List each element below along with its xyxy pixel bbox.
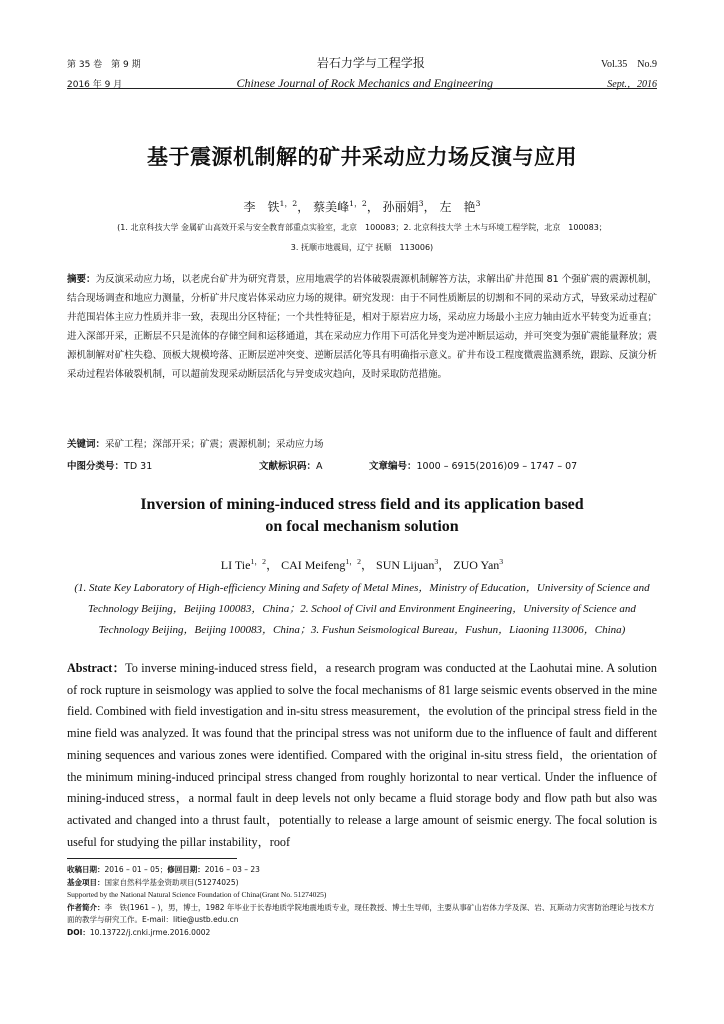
abstract-en-label: Abstract： [67, 661, 126, 675]
supported-line: Supported by the National Natural Science Foundation of China(Grant No. 51274025) [67, 890, 327, 899]
bio-label: 作者简介： [67, 902, 105, 912]
keywords-label: 关键词： [67, 439, 106, 450]
keywords-text: 采矿工程；深部开采；矿震；震源机制；采动应力场 [105, 439, 324, 450]
doi-label: DOI： [67, 927, 90, 937]
bio-text: 李 铁(1961 – )，男，博士，1982 年毕业于长春地质学院地震地质专业，现任教授、博士生导师，主要从事矿山岩体力学及深、岩、瓦斯动力灾害防治理论与技术方面的教学与研究工作。E-mail：litie@ustb.edu.cn [67, 902, 655, 924]
dates-line [67, 864, 657, 877]
date-cn: 2016 年 9 月 [67, 80, 123, 90]
author-bio [67, 902, 657, 927]
author-sup: 1，2 [279, 199, 298, 208]
title-en [0, 494, 724, 538]
author-sup: 1，2 [345, 557, 361, 566]
header-rule [67, 88, 657, 89]
received-date: 2016 – 01 – 05； [104, 865, 168, 874]
abstract-cn [67, 270, 657, 384]
title-en-line1: Inversion of mining-induced stress field and its application based [140, 496, 584, 513]
authors-en: LI Tie$^{1,2}$， CAI Meifeng$^{1,2}$， SUN Lijuan$^3$， ZUO Yan$^3$ [220, 557, 504, 572]
author-en: ZUO Yan [453, 558, 500, 572]
journal-name-cn: 岩石力学与工程学报 [316, 56, 425, 70]
clc-label: 中图分类号： [67, 461, 125, 472]
abstract-en-text: To inverse mining-induced stress field，a research program was conducted at the Laohutai mine. A solution of rock rupture in seismology was applied to solve the focal mechanisms of 81 large seismic events observed in the mine field. Combined with field investigation and in-situ stress measurement，the evolution of the principal stress field in the mine field was analyzed. It was found that the principal stress was not uniform due to the influence of fault and different mining sequences and various zones were identified. Compared with the original in-situ stress field，the orientation of the minimum mining-induced principal stress changed from roughly horizontal to near vertical. Under the influence of mining-induced stress，a normal fault in deep levels not only became a fluid storage body and flow path but also was activated and changed into a thrust fault，potentially to release a large amount of seismic energy. The focal solution is useful for studying the pillar instability，roof [67, 661, 657, 849]
fund-line [67, 877, 657, 890]
fund-text: 国家自然科学基金资助项目(51274025) [104, 877, 239, 887]
author-sup: 1，2 [250, 557, 267, 566]
volume-issue-en: Vol.35 No.9 [601, 59, 657, 70]
author-sup: 3 [434, 557, 439, 566]
author-sup: 3 [475, 199, 481, 208]
abstract-en [67, 658, 657, 853]
volume-issue-cn: 第 35 卷 第 9 期 [67, 60, 141, 70]
affiliation-cn-line1: (1. 北京科技大学 金属矿山高效开采与安全教育部重点实验室，北京 100083；2. 北京科技大学 土木与环境工程学院，北京 100083； [117, 223, 607, 232]
footnote-rule [67, 858, 237, 859]
affiliation-en: (1. State Key Laboratory of High-efficiency Mining and Safety of Metal Mines，Ministry of Education，University of Science and Technology Beijing，Beijing 100083，China；2. School of Civil and Environment Engineering，University of Science and Technology Beijing，Beijing 100083，China；3. Fushun Seismological Bureau，Fushun，Liaoning 113006，China) [74, 582, 650, 636]
author-en: SUN Lijuan [376, 558, 435, 572]
author-cn: 左 艳 [439, 200, 476, 214]
author-sup: 3 [418, 199, 424, 208]
doi-line [67, 927, 657, 940]
author-cn: 李 铁 [243, 200, 280, 214]
author-sup: 3 [499, 557, 504, 566]
revised-date: 2016 – 03 – 23 [204, 865, 260, 874]
running-header [67, 54, 657, 88]
revised-label: 修回日期： [167, 865, 205, 874]
title-cn: 基于震源机制解的矿井采动应力场反演与应用 [147, 145, 577, 169]
doc-code-label: 文献标识码： [259, 461, 317, 472]
author-en: LI Tie [220, 558, 251, 572]
doc-code-value: A [316, 461, 323, 472]
abstract-cn-label: 摘要： [67, 274, 96, 285]
author-cn: 蔡美峰 [313, 200, 350, 214]
doi-link[interactable]: 10.13722/j.cnki.jrme.2016.0002 [89, 927, 211, 937]
classification-row [67, 458, 657, 472]
title-en-line2: on focal mechanism solution [265, 518, 459, 535]
date-en: Sept.，2016 [607, 79, 657, 90]
article-no-label: 文章编号： [369, 461, 417, 472]
fund-label: 基金项目： [67, 877, 105, 887]
abstract-cn-text: 为反演采动应力场，以老虎台矿井为研究背景，应用地震学的岩体破裂震源机制解答方法，求解出矿井范围 81 个强矿震的震源机制，结合现场调查和地应力测量，分析矿井尺度岩体采动应力场的规律。研究发现：由于不同性质断层的切割和不同的采动方式，导致采动过程矿井范围岩体主应力性质并非一致，表现出分区特征；一个共性特征是，相对于原岩应力场，采动应力场最小主应力轴由近水平转变为近垂直；进入深部开采，正断层不只是流体的存储空间和运移通道，其在采动应力作用下可活化异变为逆冲断层运动，并可突变为强矿震能量释放；震源机制解对矿柱失稳、顶板大规模垮落、正断层逆冲突变、逆断层活化等具有明确指示意义。矿井布设工程度微震监测系统，跟踪、反演分析采动过程岩体破裂机制，可以超前发现采动断层活化与异变成灾趋向，及时采取防范措施。 [67, 274, 657, 380]
footnotes [67, 864, 657, 939]
affiliation-cn-line2: 3. 抚顺市地震局，辽宁 抚顺 113006) [290, 243, 434, 252]
author-en: CAI Meifeng [281, 558, 346, 572]
journal-name-en: Chinese Journal of Rock Mechanics and Engineering [236, 76, 494, 90]
author-sup: 1，2 [349, 199, 367, 208]
received-label: 收稿日期： [67, 865, 105, 874]
article-no-value: 1000 – 6915(2016)09 – 1747 – 07 [416, 461, 578, 472]
authors-cn: 李 铁$^{1,2}$， 蔡美峰$^{1,2}$， 孙丽娟$^3$， 左 艳$^3$ [243, 199, 481, 214]
author-cn: 孙丽娟 [382, 200, 419, 214]
keywords-cn [67, 436, 657, 450]
clc-value: TD 31 [124, 461, 153, 472]
